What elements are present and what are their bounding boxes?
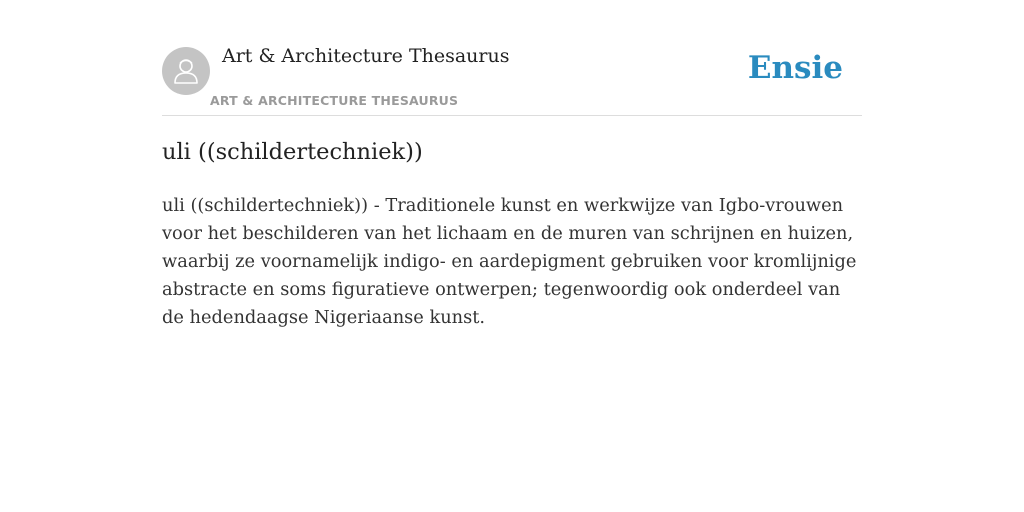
definition-text: uli ((schildertechniek)) - Traditionele kunst en werkwijze van Igbo-vrouwen voor het beschilderen van het lichaam en de muren van schrijnen en huizen, waarbij ze voornamelijk indigo- en aardepigment gebruiken voor kromlijnige abstracte en soms figuratieve ontwerpen; tegenwoordig ook onderdeel van de hedendaagse Nigeriaanse kunst. [162, 195, 857, 328]
avatar[interactable] [162, 47, 210, 95]
user-icon [171, 56, 201, 86]
brand-logo[interactable]: Ensie [747, 50, 843, 86]
page-title: uli ((schildertechniek)) [162, 139, 423, 165]
entry-header [162, 0, 862, 116]
page [162, 0, 862, 328]
author-name[interactable]: Art & Architecture Thesaurus [222, 45, 510, 67]
source-label[interactable]: ART & ARCHITECTURE THESAURUS [210, 93, 459, 108]
